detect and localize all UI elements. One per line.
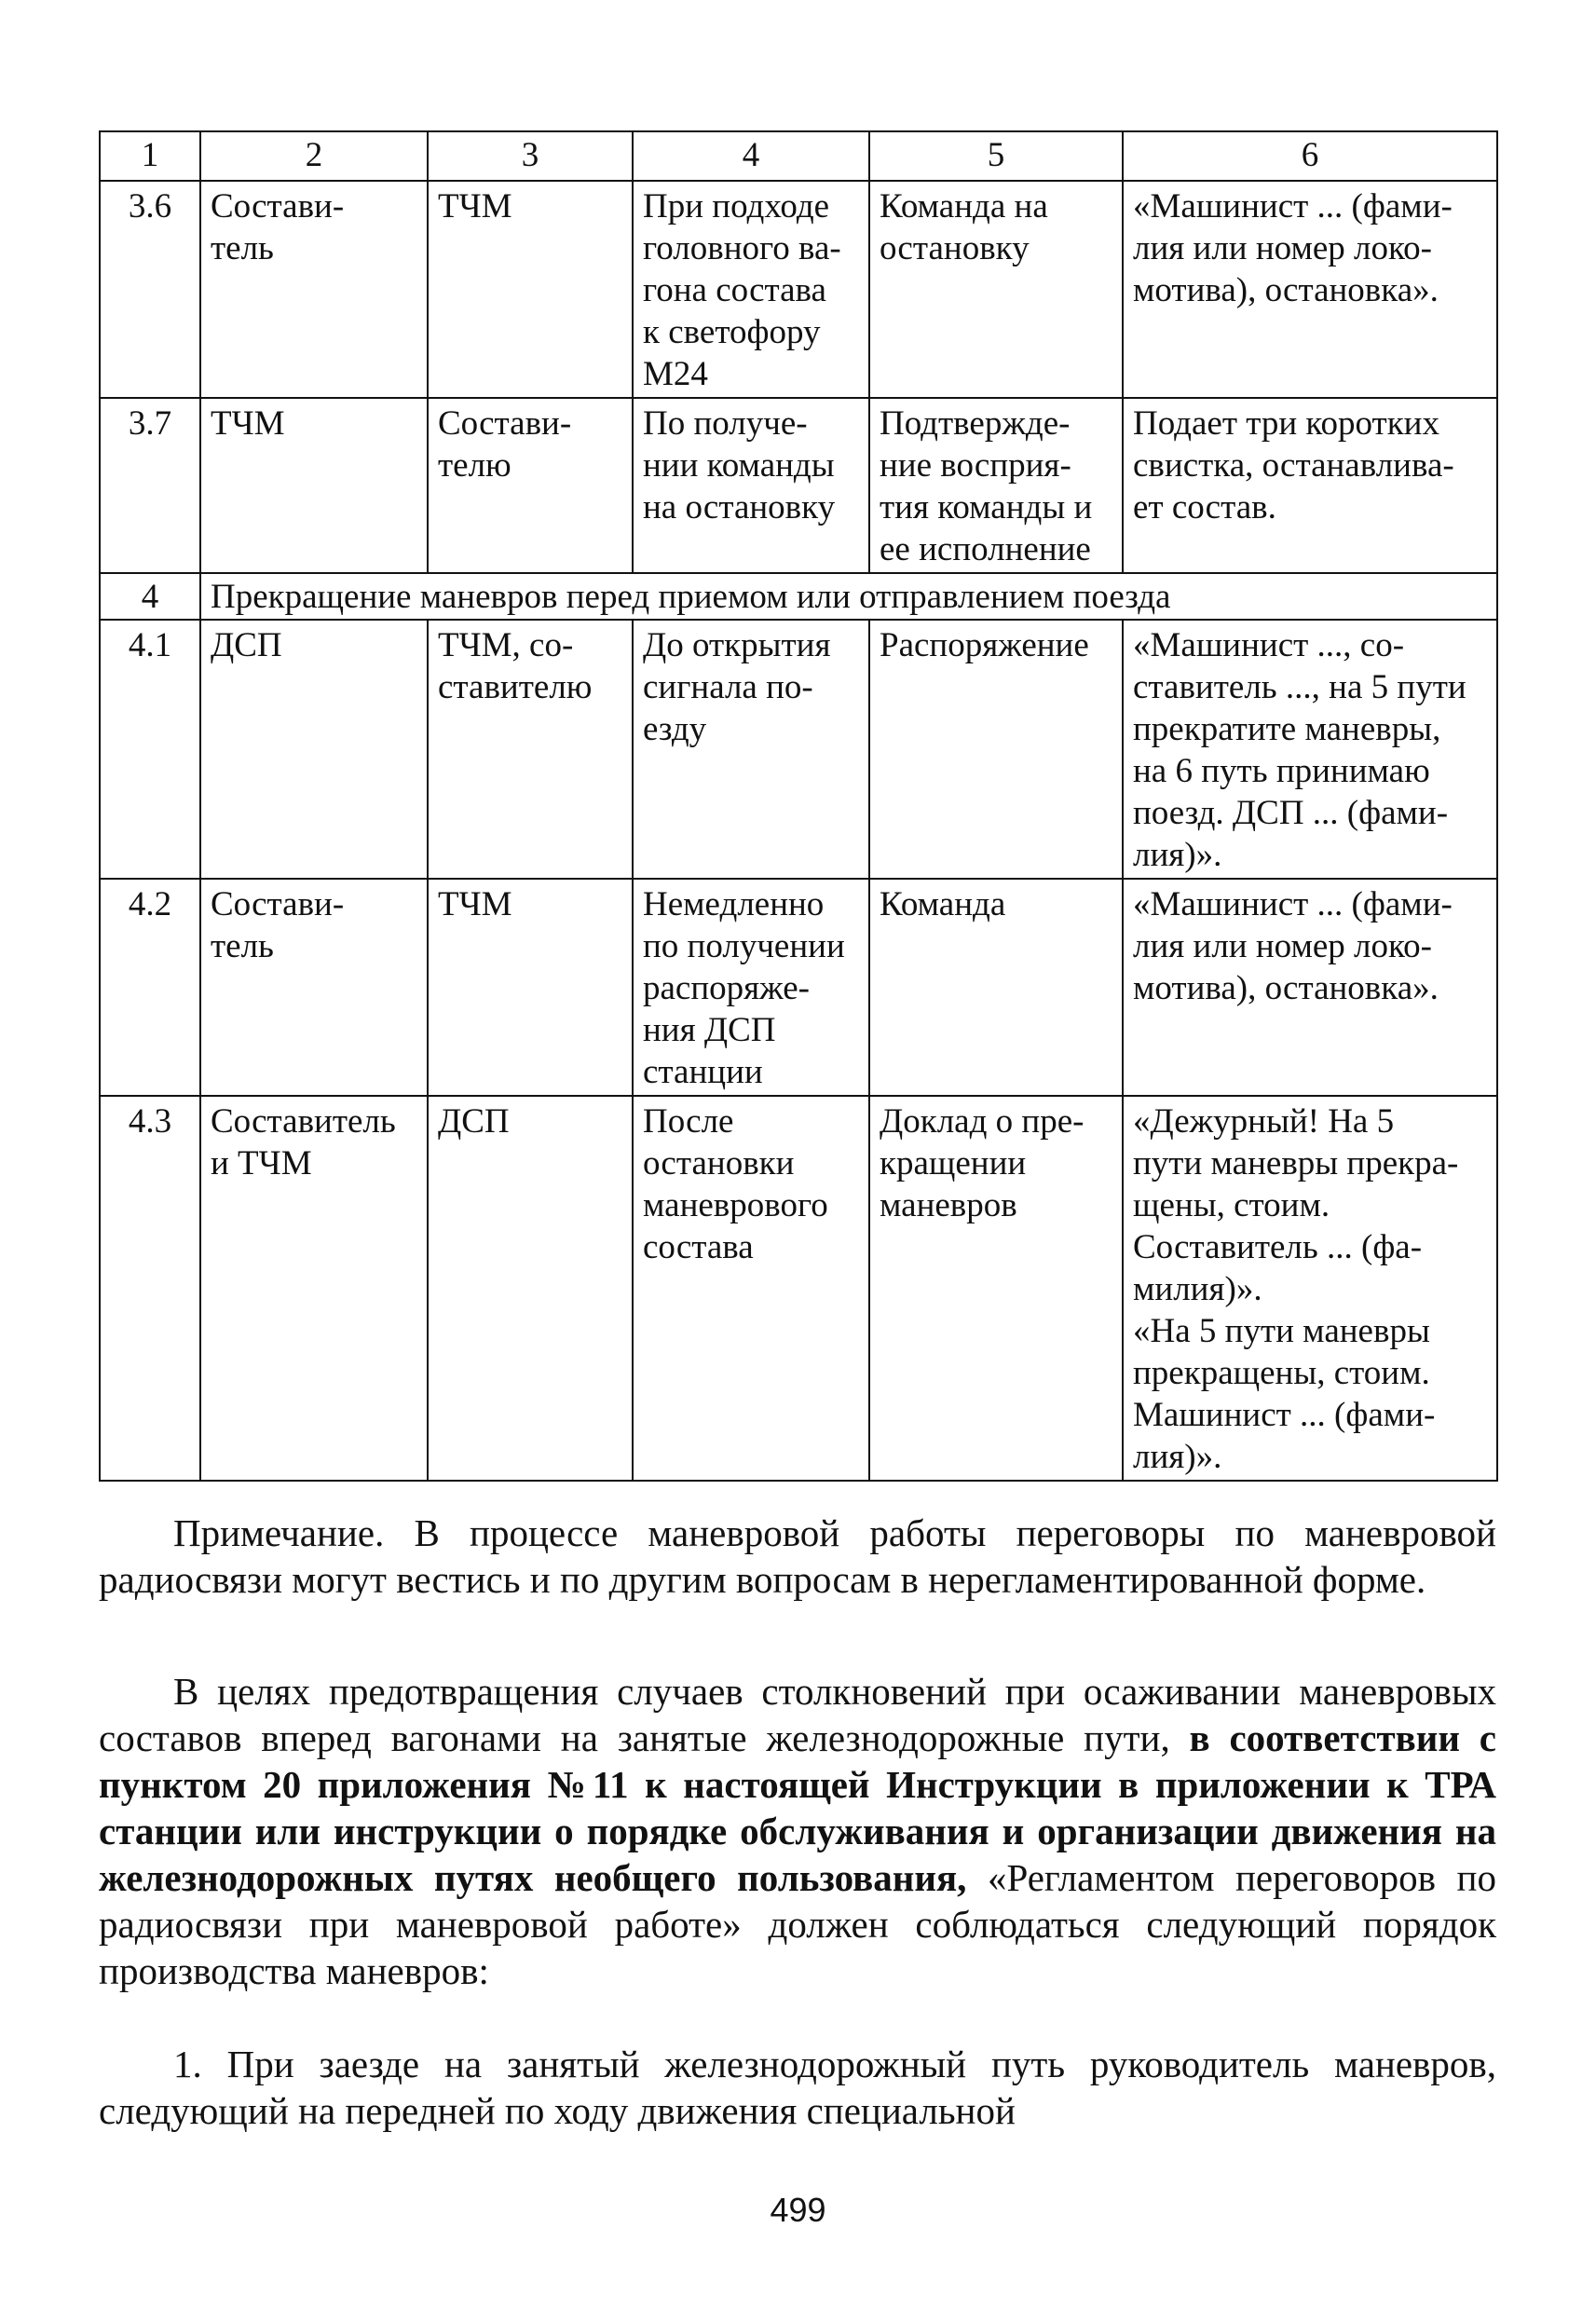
message-text-cell: «Машинист ..., со- ставитель ..., на 5 пути прекратите маневры, на 6 путь принимаю поезд. ДСП ... (фами- лия)». bbox=[1123, 620, 1497, 879]
table-header-cell: 2 bbox=[200, 131, 428, 181]
table-row bbox=[100, 879, 1497, 1096]
initiator-cell: Состави- тель bbox=[200, 879, 428, 1096]
row-number: 4.2 bbox=[100, 879, 200, 1096]
note-paragraph bbox=[99, 1510, 1496, 1603]
message-text-cell: «Дежурный! На 5 пути маневры прекра- щены, стоим. Составитель ... (фа- милия)». «На 5 пути маневры прекращены, стоим. Машинист ... (фами- лия)». bbox=[1123, 1096, 1497, 1481]
row-number: 4.1 bbox=[100, 620, 200, 879]
initiator-cell: Состави- тель bbox=[200, 181, 428, 398]
moment-cell: По получе- нии команды на остановку bbox=[633, 398, 869, 573]
table-row bbox=[100, 620, 1497, 879]
message-type-cell: Команда bbox=[869, 879, 1123, 1096]
table-header-cell: 3 bbox=[428, 131, 633, 181]
row-number: 4.3 bbox=[100, 1096, 200, 1481]
initiator-cell: ДСП bbox=[200, 620, 428, 879]
message-type-cell: Подтвержде- ние восприя- тия команды и ее исполнение bbox=[869, 398, 1123, 573]
moment-cell: После остановки маневрового состава bbox=[633, 1096, 869, 1481]
row-number: 3.7 bbox=[100, 398, 200, 573]
moment-cell: До открытия сигнала по- езду bbox=[633, 620, 869, 879]
recipient-cell: Состави- телю bbox=[428, 398, 633, 573]
recipient-cell: ДСП bbox=[428, 1096, 633, 1481]
initiator-cell: Составитель и ТЧМ bbox=[200, 1096, 428, 1481]
paragraph-emphasis: в соответствии с пунктом 20 приложения №11 к настоящей Инструкции в приложении к ТРА станции или инструкции о порядке обслуживания и организации движения на железнодорожных путях необщего пользования, bbox=[99, 1716, 1497, 1899]
message-text-cell: Подает три коротких свистка, останавлива- ет состав. bbox=[1123, 398, 1497, 573]
message-type-cell: Распоряжение bbox=[869, 620, 1123, 879]
moment-cell: Немедленно по получении распоряже- ния ДСП станции bbox=[633, 879, 869, 1096]
body-paragraph bbox=[99, 1668, 1496, 1994]
table-row bbox=[100, 181, 1497, 398]
message-type-cell: Команда на остановку bbox=[869, 181, 1123, 398]
recipient-cell: ТЧМ, со- ставителю bbox=[428, 620, 633, 879]
initiator-cell: ТЧМ bbox=[200, 398, 428, 573]
paragraph-tail: «Регламентом переговоров по радиосвязи при маневровой работе» должен соблюдаться следующий порядок производства маневров: bbox=[99, 1856, 1496, 1992]
table-header-cell: 6 bbox=[1123, 131, 1497, 181]
section-number: 4 bbox=[100, 573, 200, 620]
paragraph-text: 1. При заезде на занятый железнодорожный путь руководитель маневров, следующий на передней по ходу движения специальной bbox=[99, 2043, 1496, 2132]
message-type-cell: Доклад о пре- кращении маневров bbox=[869, 1096, 1123, 1481]
moment-cell: При подходе головного ва- гона состава к светофору М24 bbox=[633, 181, 869, 398]
row-number: 3.6 bbox=[100, 181, 200, 398]
recipient-cell: ТЧМ bbox=[428, 879, 633, 1096]
section-title: Прекращение маневров перед приемом или отправлением поезда bbox=[200, 573, 1497, 620]
message-text-cell: «Машинист ... (фами- лия или номер локо- мотива), остановка». bbox=[1123, 879, 1497, 1096]
recipient-cell: ТЧМ bbox=[428, 181, 633, 398]
note-text: Примечание. В процессе маневровой работы переговоры по маневровой радиосвязи могут вестись и по другим вопросам в нерегламентированной форме. bbox=[99, 1511, 1496, 1601]
page-number: 499 bbox=[770, 2191, 826, 2229]
table-header-cell: 5 bbox=[869, 131, 1123, 181]
table-row bbox=[100, 398, 1497, 573]
table-row bbox=[100, 1096, 1497, 1481]
message-text-cell: «Машинист ... (фами- лия или номер локо- мотива), остановка». bbox=[1123, 181, 1497, 398]
numbered-paragraph bbox=[99, 2041, 1496, 2134]
paragraph-lead: В целях предотвращения случаев столкновений при осаживании маневровых составов вперед вагонами на занятые железнодорожные пути, bbox=[99, 1670, 1496, 1759]
paragraph-text bbox=[99, 1668, 1496, 1994]
radio-communication-table bbox=[99, 130, 1498, 1482]
table-header-row bbox=[100, 131, 1497, 181]
table-section-row bbox=[100, 573, 1497, 620]
table-header-cell: 1 bbox=[100, 131, 200, 181]
table-header-cell: 4 bbox=[633, 131, 869, 181]
